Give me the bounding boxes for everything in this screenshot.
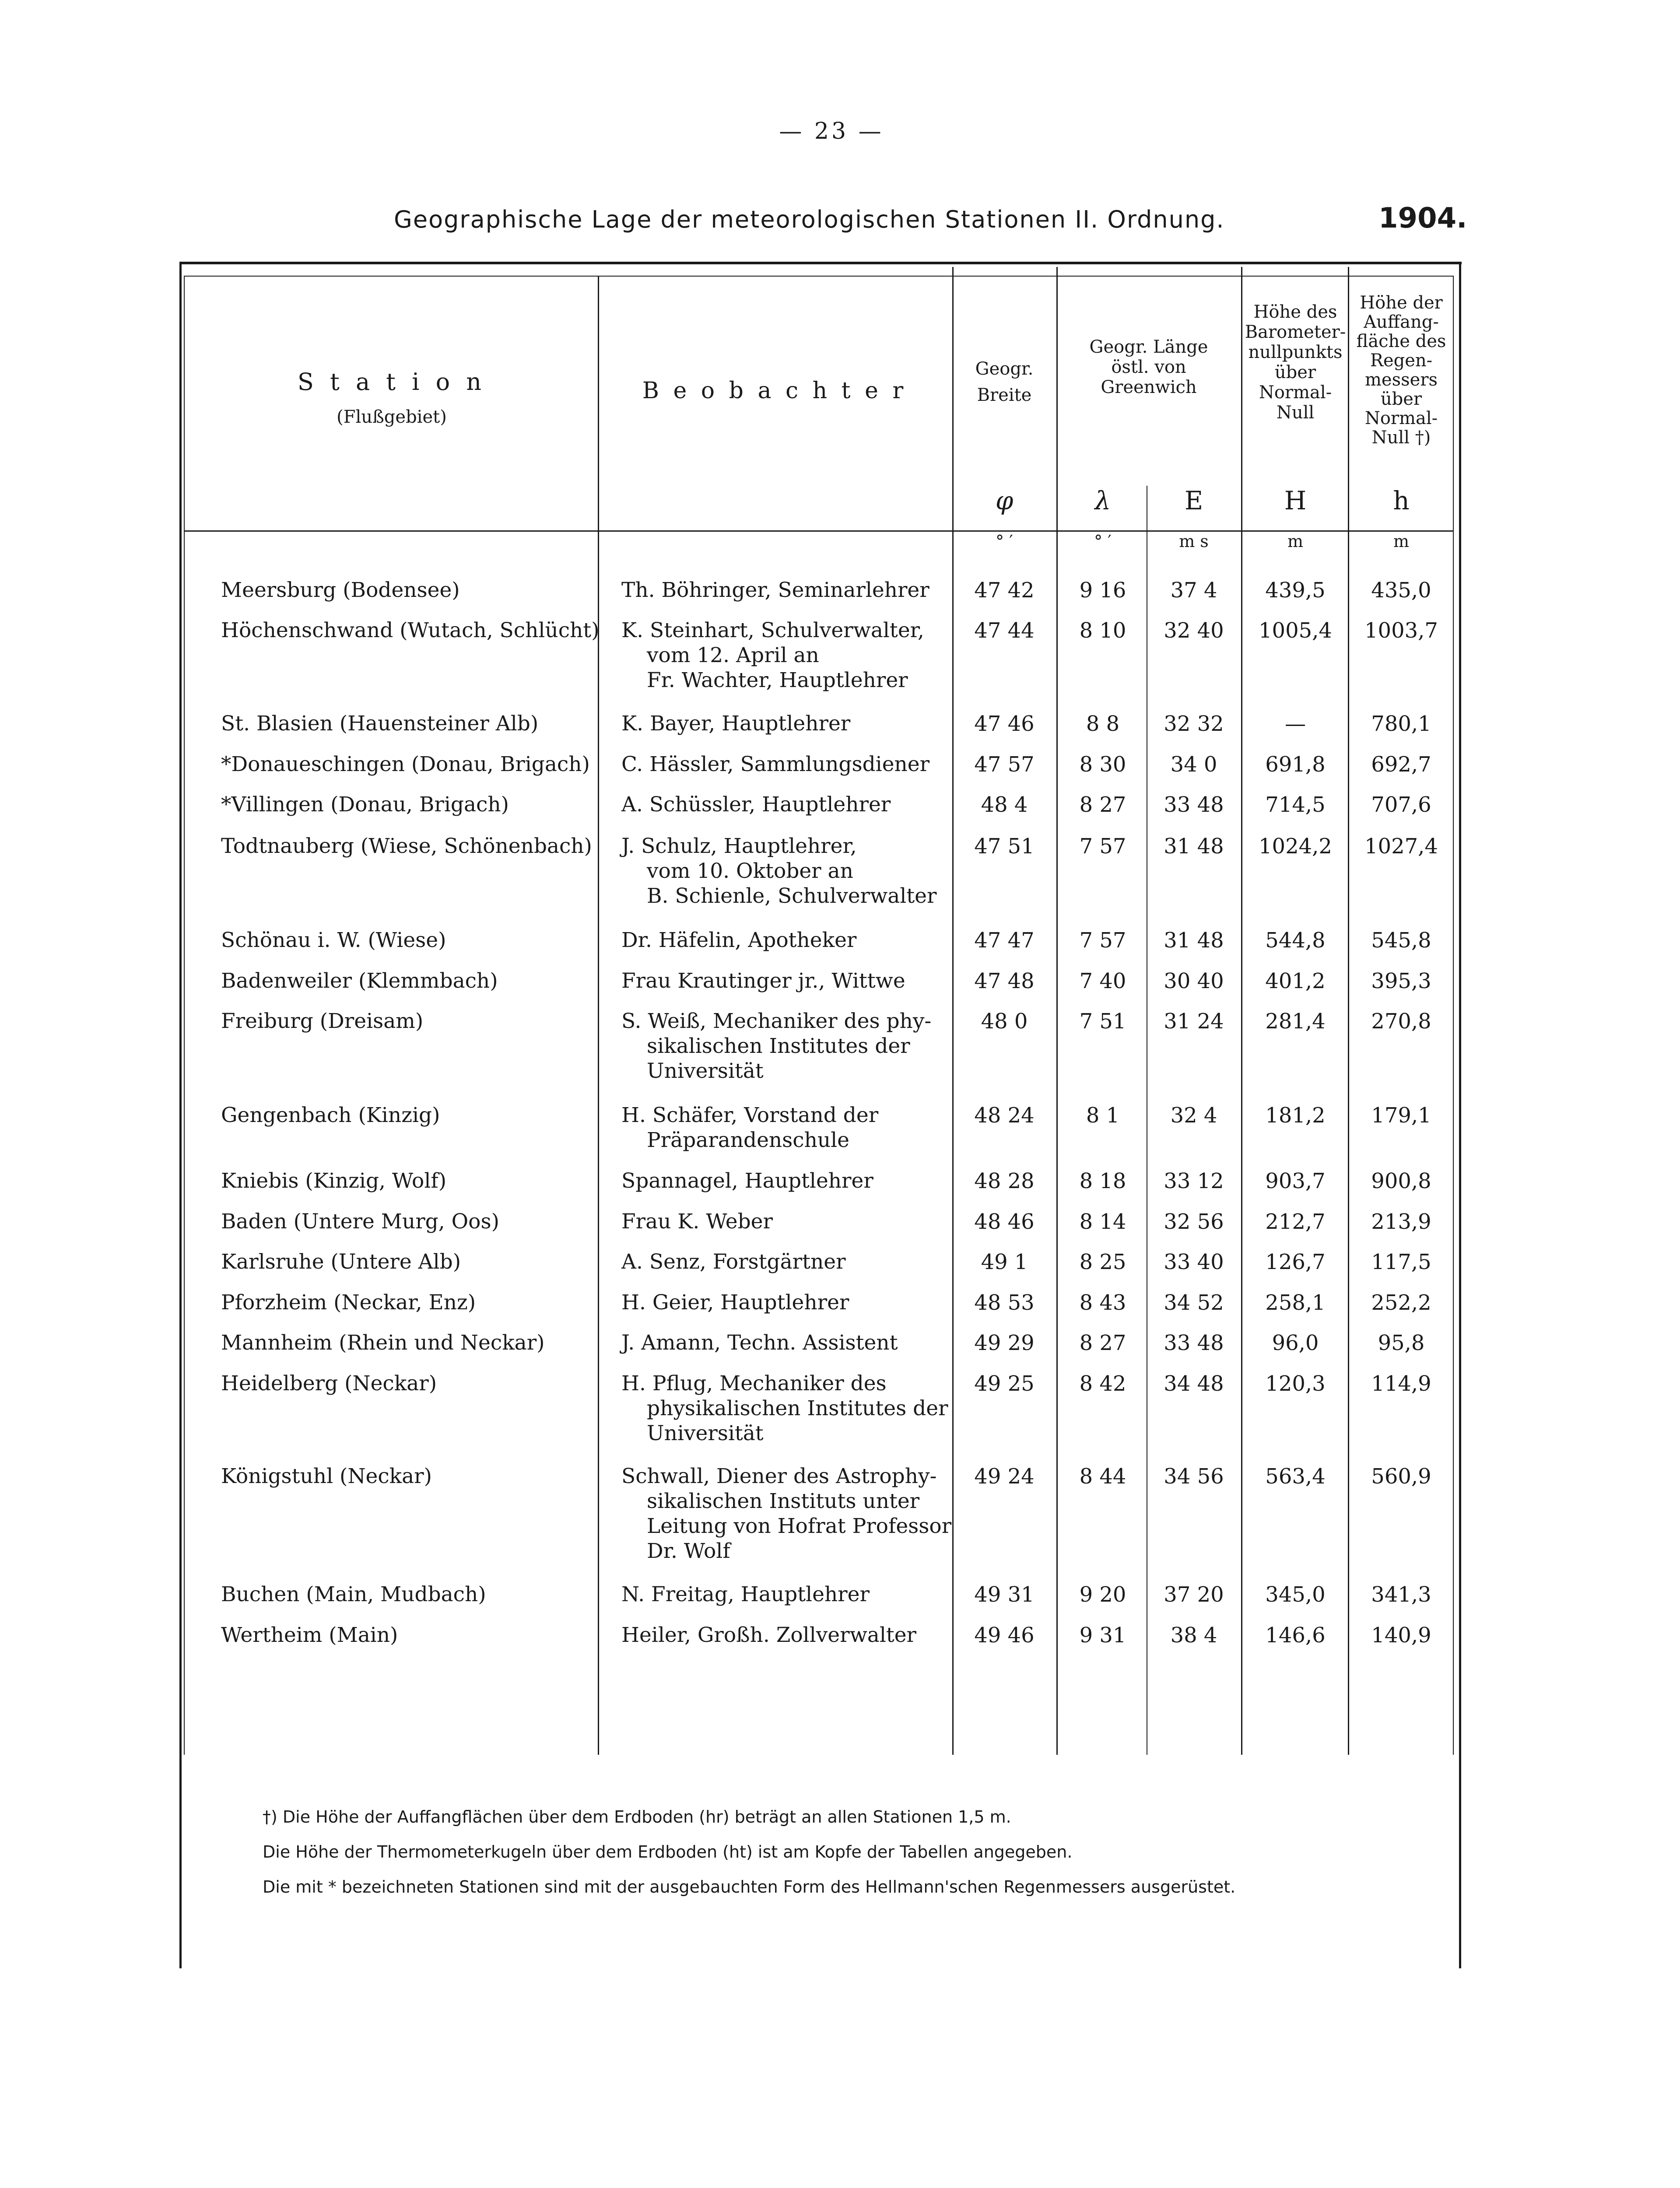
footnote: Die mit * bezeichneten Stationen sind mit der ausgebauchten Form des Hellmann'schen Regenmessers ausgerüstet. xyxy=(263,1877,1236,1897)
latitude: 48 24 xyxy=(974,1103,1035,1128)
longitude-degrees: 7 57 xyxy=(1079,834,1126,859)
unit-H: m xyxy=(1287,532,1304,551)
gauge-height: 1027,4 xyxy=(1364,834,1438,859)
latitude: 47 42 xyxy=(974,578,1035,603)
longitude-degrees: 9 16 xyxy=(1079,578,1126,603)
latitude: 47 48 xyxy=(974,969,1035,993)
barometer-height: 401,2 xyxy=(1265,969,1326,993)
longitude-time: 34 0 xyxy=(1170,752,1217,777)
longitude-time: 38 4 xyxy=(1170,1623,1217,1648)
observer-line: Th. Böhringer, Seminarlehrer xyxy=(621,578,929,602)
station-name: Mannheim (Rhein und Neckar) xyxy=(221,1331,545,1355)
page-number: — 23 — xyxy=(779,118,884,144)
longitude-degrees: 8 27 xyxy=(1079,792,1126,817)
longitude-time: 32 40 xyxy=(1164,618,1224,643)
barometer-height: 212,7 xyxy=(1265,1210,1326,1234)
station-name: Karlsruhe (Untere Alb) xyxy=(221,1250,461,1274)
header-baro-line: Barometer- xyxy=(1245,322,1346,342)
longitude-time: 31 48 xyxy=(1164,928,1224,953)
longitude-time: 33 12 xyxy=(1164,1169,1224,1193)
observer-line: N. Freitag, Hauptlehrer xyxy=(621,1582,870,1606)
gauge-height: 179,1 xyxy=(1371,1103,1431,1128)
gauge-height: 435,0 xyxy=(1371,578,1431,603)
longitude-time: 34 52 xyxy=(1164,1290,1224,1315)
unit-h: m xyxy=(1393,532,1410,551)
longitude-time: 34 56 xyxy=(1164,1464,1224,1489)
observer-line: J. Amann, Techn. Assistent xyxy=(621,1331,898,1355)
observer-line: B. Schienle, Schulverwalter xyxy=(647,884,937,908)
observer-line: Universität xyxy=(647,1059,764,1083)
observer-line: H. Schäfer, Vorstand der xyxy=(621,1103,879,1127)
header-gauge-line: Auffang- xyxy=(1364,312,1439,332)
barometer-height: 146,6 xyxy=(1265,1623,1326,1648)
header-baro-line: Höhe des xyxy=(1253,302,1337,322)
longitude-time: 30 40 xyxy=(1164,969,1224,993)
observer-line: K. Bayer, Hauptlehrer xyxy=(621,712,851,736)
station-name: Buchen (Main, Mudbach) xyxy=(221,1582,486,1606)
station-name: Pforzheim (Neckar, Enz) xyxy=(221,1290,476,1315)
longitude-degrees: 8 30 xyxy=(1079,752,1126,777)
longitude-time: 32 56 xyxy=(1164,1210,1224,1234)
longitude-degrees: 8 43 xyxy=(1079,1290,1126,1315)
station-name: Todtnauberg (Wiese, Schönenbach) xyxy=(221,834,592,858)
latitude: 47 51 xyxy=(974,834,1035,859)
header-baro-line: Normal- xyxy=(1259,382,1332,403)
longitude-time: 31 48 xyxy=(1164,834,1224,859)
observer-line: Fr. Wachter, Hauptlehrer xyxy=(647,668,908,692)
header-station: S t a t i o n xyxy=(297,368,486,396)
barometer-height: 258,1 xyxy=(1265,1290,1326,1315)
station-name: Königstuhl (Neckar) xyxy=(221,1464,432,1488)
observer-line: Leitung von Hofrat Professor xyxy=(647,1514,952,1538)
longitude-degrees: 8 14 xyxy=(1079,1210,1126,1234)
station-name: Kniebis (Kinzig, Wolf) xyxy=(221,1169,447,1193)
longitude-degrees: 7 51 xyxy=(1079,1009,1126,1034)
symbol-H: H xyxy=(1284,486,1307,515)
longitude-time: 32 32 xyxy=(1164,712,1224,736)
longitude-time: 33 40 xyxy=(1164,1250,1224,1274)
longitude-degrees: 8 1 xyxy=(1086,1103,1120,1128)
latitude: 47 44 xyxy=(974,618,1035,643)
gauge-height: 900,8 xyxy=(1371,1169,1431,1193)
latitude: 47 57 xyxy=(974,752,1035,777)
observer-line: A. Senz, Forstgärtner xyxy=(621,1250,846,1274)
longitude-degrees: 8 18 xyxy=(1079,1169,1126,1193)
observer-line: Präparandenschule xyxy=(647,1128,849,1152)
header-gauge-line: Null †) xyxy=(1371,428,1431,448)
observer-line: S. Weiß, Mechaniker des phy- xyxy=(621,1009,932,1033)
observer-line: sikalischen Instituts unter xyxy=(647,1489,920,1513)
observer-line: J. Schulz, Hauptlehrer, xyxy=(621,834,857,858)
unit-E: m s xyxy=(1179,532,1209,551)
barometer-height: 544,8 xyxy=(1265,928,1326,953)
barometer-height: 96,0 xyxy=(1272,1331,1319,1355)
header-gauge-line: Regen- xyxy=(1370,351,1433,371)
barometer-height: 181,2 xyxy=(1265,1103,1326,1128)
observer-line: Schwall, Diener des Astrophy- xyxy=(621,1464,937,1488)
latitude: 49 24 xyxy=(974,1464,1035,1489)
header-baro-line: Null xyxy=(1276,403,1315,423)
barometer-height: 691,8 xyxy=(1265,752,1326,777)
latitude: 47 46 xyxy=(974,712,1035,736)
header-lat-line: Breite xyxy=(977,385,1032,405)
latitude: 49 1 xyxy=(981,1250,1028,1274)
station-name: Schönau i. W. (Wiese) xyxy=(221,928,446,952)
longitude-degrees: 9 31 xyxy=(1079,1623,1126,1648)
symbol-phi: φ xyxy=(995,486,1014,515)
latitude: 49 25 xyxy=(974,1371,1035,1396)
gauge-height: 252,2 xyxy=(1371,1290,1431,1315)
observer-line: Heiler, Großh. Zollverwalter xyxy=(621,1623,917,1647)
station-name: Meersburg (Bodensee) xyxy=(221,578,460,602)
header-observer: B e o b a c h t e r xyxy=(642,378,907,404)
longitude-degrees: 8 42 xyxy=(1079,1371,1126,1396)
latitude: 47 47 xyxy=(974,928,1035,953)
longitude-degrees: 8 8 xyxy=(1086,712,1120,736)
latitude: 49 31 xyxy=(974,1582,1035,1607)
barometer-height: 563,4 xyxy=(1265,1464,1326,1489)
observer-line: Dr. Häfelin, Apotheker xyxy=(621,928,857,952)
header-baro-line: nullpunkts xyxy=(1248,342,1343,362)
station-name: Höchenschwand (Wutach, Schlücht) xyxy=(221,618,600,642)
latitude: 48 0 xyxy=(981,1009,1028,1034)
latitude: 49 46 xyxy=(974,1623,1035,1648)
longitude-degrees: 8 10 xyxy=(1079,618,1126,643)
station-name: *Donaueschingen (Donau, Brigach) xyxy=(221,752,590,776)
gauge-height: 707,6 xyxy=(1371,792,1431,817)
observer-line: sikalischen Institutes der xyxy=(647,1034,910,1058)
header-lon-line: östl. von xyxy=(1111,357,1186,377)
gauge-height: 114,9 xyxy=(1371,1371,1431,1396)
latitude: 48 4 xyxy=(981,792,1028,817)
latitude: 48 28 xyxy=(974,1169,1035,1193)
latitude: 49 29 xyxy=(974,1331,1035,1355)
latitude: 48 46 xyxy=(974,1210,1035,1234)
barometer-height: 1024,2 xyxy=(1259,834,1332,859)
latitude: 48 53 xyxy=(974,1290,1035,1315)
gauge-height: 545,8 xyxy=(1371,928,1431,953)
barometer-height: 903,7 xyxy=(1265,1169,1326,1193)
barometer-height: 1005,4 xyxy=(1259,618,1332,643)
observer-line: Frau K. Weber xyxy=(621,1210,773,1234)
longitude-time: 37 20 xyxy=(1164,1582,1224,1607)
gauge-height: 395,3 xyxy=(1371,969,1431,993)
observer-line: K. Steinhart, Schulverwalter, xyxy=(621,618,924,642)
longitude-time: 34 48 xyxy=(1164,1371,1224,1396)
gauge-height: 270,8 xyxy=(1371,1009,1431,1034)
station-name: Heidelberg (Neckar) xyxy=(221,1371,437,1396)
longitude-degrees: 7 40 xyxy=(1079,969,1126,993)
header-gauge-line: messers xyxy=(1365,370,1438,390)
observer-line: vom 10. Oktober an xyxy=(647,859,853,883)
observer-line: H. Geier, Hauptlehrer xyxy=(621,1290,849,1315)
gauge-height: 213,9 xyxy=(1371,1210,1431,1234)
barometer-height: 120,3 xyxy=(1265,1371,1326,1396)
observer-line: physikalischen Institutes der xyxy=(647,1396,948,1420)
header-gauge-line: fläche des xyxy=(1356,331,1446,351)
gauge-height: 140,9 xyxy=(1371,1623,1431,1648)
header-baro-line: über xyxy=(1274,362,1316,382)
barometer-height: 126,7 xyxy=(1265,1250,1326,1274)
longitude-degrees: 8 27 xyxy=(1079,1331,1126,1355)
symbol-E: E xyxy=(1184,486,1203,515)
observer-line: Universität xyxy=(647,1421,764,1445)
longitude-time: 33 48 xyxy=(1164,1331,1224,1355)
observer-line: Spannagel, Hauptlehrer xyxy=(621,1169,873,1193)
header-station-sub: (Flußgebiet) xyxy=(337,407,447,427)
station-name: St. Blasien (Hauensteiner Alb) xyxy=(221,712,539,736)
symbol-h: h xyxy=(1393,486,1410,515)
unit-lat: ° ′ xyxy=(996,532,1013,551)
header-lat-line: Geogr. xyxy=(975,359,1034,379)
header-gauge-line: Normal- xyxy=(1364,408,1438,428)
longitude-degrees: 7 57 xyxy=(1079,928,1126,953)
observer-line: H. Pflug, Mechaniker des xyxy=(621,1371,887,1396)
longitude-time: 31 24 xyxy=(1164,1009,1224,1034)
gauge-height: 560,9 xyxy=(1371,1464,1431,1489)
observer-line: Frau Krautinger jr., Wittwe xyxy=(621,969,905,993)
longitude-degrees: 9 20 xyxy=(1079,1582,1126,1607)
gauge-height: 341,3 xyxy=(1371,1582,1431,1607)
longitude-time: 37 4 xyxy=(1170,578,1217,603)
barometer-height: 345,0 xyxy=(1265,1582,1326,1607)
station-name: Wertheim (Main) xyxy=(221,1623,398,1647)
gauge-height: 780,1 xyxy=(1371,712,1431,736)
longitude-time: 32 4 xyxy=(1170,1103,1217,1128)
footnote: †) Die Höhe der Auffangflächen über dem Erdboden (hr) beträgt an allen Stationen 1,5 m. xyxy=(263,1807,1011,1827)
unit-lon: ° ′ xyxy=(1094,532,1112,551)
page-title: Geographische Lage der meteorologischen Stationen II. Ordnung. xyxy=(394,206,1225,233)
barometer-height: 714,5 xyxy=(1265,792,1326,817)
barometer-height: 281,4 xyxy=(1265,1009,1326,1034)
longitude-degrees: 8 25 xyxy=(1079,1250,1126,1274)
symbol-lambda: λ xyxy=(1094,486,1111,515)
observer-line: A. Schüssler, Hauptlehrer xyxy=(621,792,891,817)
page-year: 1904. xyxy=(1378,202,1467,235)
gauge-height: 692,7 xyxy=(1371,752,1431,777)
gauge-height: 117,5 xyxy=(1371,1250,1431,1274)
longitude-degrees: 8 44 xyxy=(1079,1464,1126,1489)
observer-line: C. Hässler, Sammlungsdiener xyxy=(621,752,930,776)
station-name: *Villingen (Donau, Brigach) xyxy=(221,792,509,817)
longitude-time: 33 48 xyxy=(1164,792,1224,817)
station-name: Freiburg (Dreisam) xyxy=(221,1009,424,1033)
barometer-height: — xyxy=(1285,712,1306,736)
header-lon-line: Geogr. Länge xyxy=(1089,337,1208,357)
gauge-height: 1003,7 xyxy=(1364,618,1438,643)
footnote: Die Höhe der Thermometerkugeln über dem Erdboden (ht) ist am Kopfe der Tabellen angegeben. xyxy=(263,1842,1073,1862)
header-lon-line: Greenwich xyxy=(1101,377,1197,397)
station-name: Badenweiler (Klemmbach) xyxy=(221,969,498,993)
observer-line: Dr. Wolf xyxy=(647,1539,730,1563)
header-gauge-line: Höhe der xyxy=(1360,293,1443,313)
observer-line: vom 12. April an xyxy=(647,643,819,667)
barometer-height: 439,5 xyxy=(1265,578,1326,603)
header-gauge-line: über xyxy=(1380,389,1422,409)
station-name: Baden (Untere Murg, Oos) xyxy=(221,1210,499,1234)
gauge-height: 95,8 xyxy=(1378,1331,1425,1355)
station-name: Gengenbach (Kinzig) xyxy=(221,1103,440,1127)
